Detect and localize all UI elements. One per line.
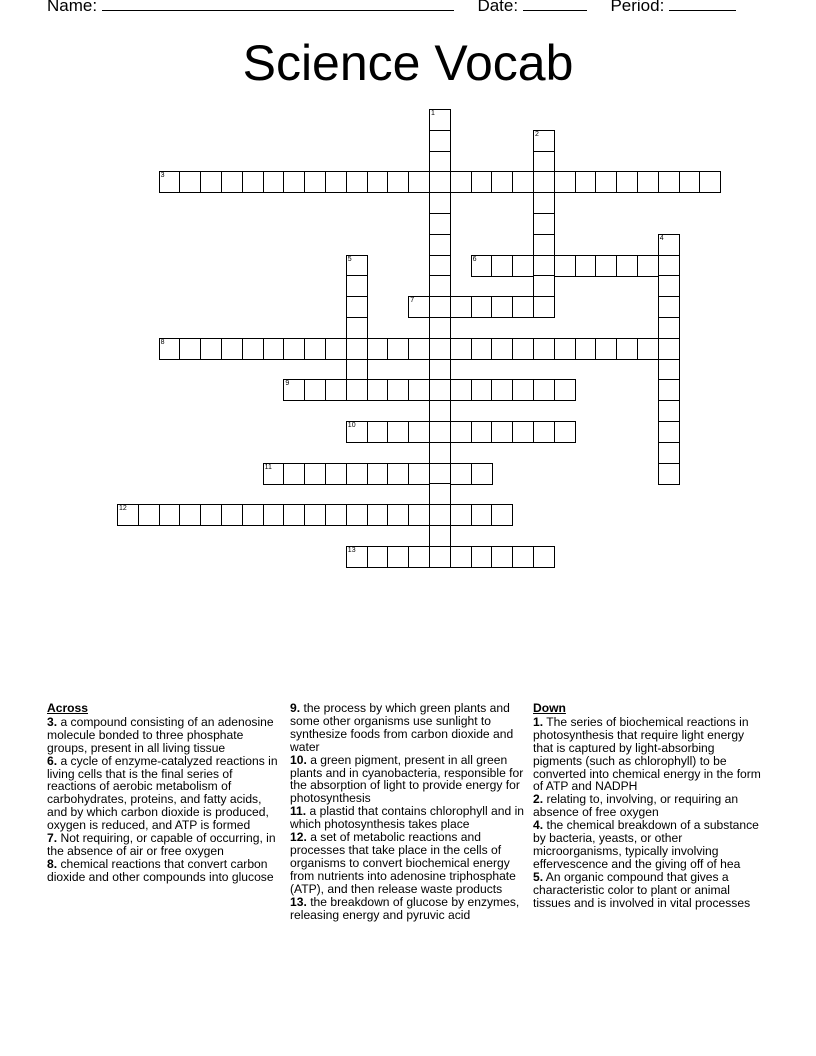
grid-cell[interactable] — [533, 255, 555, 277]
grid-cell[interactable] — [429, 421, 451, 443]
grid-cell[interactable] — [387, 421, 409, 443]
grid-cell[interactable] — [533, 171, 555, 193]
grid-cell[interactable] — [554, 255, 576, 277]
grid-cell[interactable] — [387, 338, 409, 360]
grid-cell[interactable] — [367, 171, 389, 193]
grid-cell[interactable] — [595, 338, 617, 360]
grid-cell[interactable] — [408, 296, 430, 318]
clue-number: 13 — [347, 546, 356, 554]
grid-cell[interactable] — [450, 338, 472, 360]
grid-cell[interactable] — [512, 421, 534, 443]
grid-cell[interactable] — [491, 255, 513, 277]
grid-cell[interactable] — [491, 338, 513, 360]
grid-cell[interactable] — [429, 234, 451, 256]
grid-cell[interactable] — [533, 130, 555, 152]
grid-cell[interactable] — [533, 213, 555, 235]
grid-cell[interactable] — [491, 379, 513, 401]
grid-cell[interactable] — [429, 192, 451, 214]
clue-across-11: 11. a plastid that contains chlorophyll and in which photosynthesis takes place — [290, 804, 524, 832]
grid-cell[interactable] — [658, 338, 680, 360]
grid-cell[interactable] — [471, 504, 493, 526]
grid-cell[interactable] — [429, 338, 451, 360]
grid-cell[interactable] — [471, 546, 493, 568]
clue-across-8: 8. chemical reactions that convert carbon dioxide and other compounds into glucose — [47, 856, 274, 884]
grid-cell[interactable] — [325, 338, 347, 360]
grid-cell[interactable] — [429, 359, 451, 381]
grid-cell[interactable] — [554, 171, 576, 193]
grid-cell[interactable] — [159, 504, 181, 526]
grid-cell[interactable] — [512, 546, 534, 568]
clue-across-9: 9. the process by which green plants and some other organisms use sunlight to synthesize foods from carbon dioxide and water — [290, 701, 514, 754]
grid-cell[interactable] — [325, 379, 347, 401]
clue-number: 10 — [347, 422, 356, 429]
grid-cell[interactable] — [658, 317, 680, 339]
grid-cell[interactable] — [658, 442, 680, 464]
grid-cell[interactable] — [263, 171, 285, 193]
grid-cell[interactable] — [346, 504, 368, 526]
grid-cell[interactable] — [658, 171, 680, 193]
grid-cell[interactable] — [637, 255, 659, 277]
grid-cell[interactable] — [429, 525, 451, 547]
grid-cell[interactable] — [512, 255, 534, 277]
grid-cell[interactable] — [408, 463, 430, 485]
grid-cell[interactable] — [471, 421, 493, 443]
grid-cell[interactable] — [221, 504, 243, 526]
grid-cell[interactable] — [429, 130, 451, 152]
grid-cell[interactable] — [159, 171, 181, 193]
grid-cell[interactable] — [159, 338, 181, 360]
grid-cell[interactable] — [346, 379, 368, 401]
grid-cell[interactable] — [346, 317, 368, 339]
clue-down-2: 2. relating to, involving, or requiring an absence of free oxygen — [533, 792, 739, 820]
grid-cell[interactable] — [408, 546, 430, 568]
grid-cell[interactable] — [658, 255, 680, 277]
grid-cell[interactable] — [491, 546, 513, 568]
grid-cell[interactable] — [491, 504, 513, 526]
grid-cell[interactable] — [367, 546, 389, 568]
grid-cell[interactable] — [346, 546, 368, 568]
grid-cell[interactable] — [263, 463, 285, 485]
grid-cell[interactable] — [346, 463, 368, 485]
across-heading: Across — [47, 701, 89, 715]
grid-cell[interactable] — [471, 338, 493, 360]
grid-cell[interactable] — [491, 421, 513, 443]
clue-number: 3 — [160, 172, 165, 180]
grid-cell[interactable] — [616, 338, 638, 360]
grid-cell[interactable] — [679, 171, 701, 193]
grid-cell[interactable] — [346, 296, 368, 318]
grid-cell[interactable] — [325, 463, 347, 485]
grid-cell[interactable] — [387, 463, 409, 485]
grid-cell[interactable] — [512, 379, 534, 401]
grid-cell[interactable] — [450, 504, 472, 526]
grid-cell[interactable] — [367, 379, 389, 401]
grid-cell[interactable] — [179, 171, 201, 193]
clue-across-12: 12. a set of metabolic reactions and processes that take place in the cells of organisms to convert biochemical energy from nutrients into adenosine triphosphate (ATP), and then release waste products — [290, 830, 516, 896]
grid-cell[interactable] — [658, 379, 680, 401]
clue-number: 12 — [119, 505, 127, 513]
grid-cell[interactable] — [554, 421, 576, 443]
grid-cell[interactable] — [242, 338, 264, 360]
date-label: Date: — [477, 0, 519, 15]
grid-cell[interactable] — [699, 171, 721, 193]
grid-cell[interactable] — [387, 546, 409, 568]
down-clues-column — [533, 702, 765, 910]
grid-cell[interactable] — [658, 421, 680, 443]
grid-cell[interactable] — [283, 171, 305, 193]
grid-cell[interactable] — [471, 171, 493, 193]
grid-cell[interactable] — [304, 463, 326, 485]
grid-cell[interactable] — [533, 234, 555, 256]
grid-cell[interactable] — [408, 338, 430, 360]
clue-number: 6 — [472, 255, 477, 263]
grid-cell[interactable] — [346, 275, 368, 297]
clue-across-6: 6. a cycle of enzyme-catalyzed reactions in living cells that is the final series of reactions of aerobic metabolism of carbohydrates, proteins, and fatty acids, and by which carbon dioxide is produced, oxygen is reduced, and ATP is formed — [47, 753, 278, 833]
grid-cell[interactable] — [533, 296, 555, 318]
grid-cell[interactable] — [408, 379, 430, 401]
grid-cell[interactable] — [283, 338, 305, 360]
grid-cell[interactable] — [450, 379, 472, 401]
grid-cell[interactable] — [658, 275, 680, 297]
grid-cell[interactable] — [283, 379, 305, 401]
clue-number: 11 — [264, 463, 272, 471]
grid-cell[interactable] — [637, 338, 659, 360]
grid-cell[interactable] — [304, 379, 326, 401]
grid-cell[interactable] — [471, 255, 493, 277]
grid-cell[interactable] — [512, 171, 534, 193]
grid-cell[interactable] — [533, 379, 555, 401]
down-heading: Down — [533, 701, 566, 715]
grid-cell[interactable] — [471, 379, 493, 401]
grid-cell[interactable] — [616, 255, 638, 277]
grid-cell[interactable] — [533, 275, 555, 297]
clue-down-1: 1. The series of biochemical reactions in photosynthesis that require light energy that is captured by light-absorbing pigments (such as chlorophyll) to be converted into chemical energy in the form of ATP and NADPH — [533, 714, 761, 794]
clue-down-4: 4. the chemical breakdown of a substance by bacteria, yeasts, or other microorganisms, typically involving effervescence and the giving off of hea — [533, 818, 759, 871]
grid-cell[interactable] — [200, 338, 222, 360]
grid-cell[interactable] — [304, 504, 326, 526]
grid-cell[interactable] — [346, 171, 368, 193]
grid-cell[interactable] — [429, 463, 451, 485]
grid-cell[interactable] — [450, 463, 472, 485]
grid-cell[interactable] — [263, 338, 285, 360]
name-blank[interactable] — [102, 0, 454, 11]
grid-cell[interactable] — [221, 171, 243, 193]
grid-cell[interactable] — [450, 171, 472, 193]
grid-cell[interactable] — [512, 338, 534, 360]
clue-number: 2 — [535, 130, 539, 138]
clue-number: 4 — [659, 234, 664, 242]
grid-cell[interactable] — [429, 483, 451, 505]
date-blank[interactable] — [523, 0, 587, 11]
page-title: Science Vocab — [242, 35, 574, 91]
grid-cell[interactable] — [595, 171, 617, 193]
grid-cell[interactable] — [117, 504, 139, 526]
grid-cell[interactable] — [387, 504, 409, 526]
grid-cell[interactable] — [450, 421, 472, 443]
grid-cell[interactable] — [429, 109, 451, 131]
grid-cell[interactable] — [429, 400, 451, 422]
grid-cell[interactable] — [450, 546, 472, 568]
grid-cell[interactable] — [325, 504, 347, 526]
across-clues-column-2 — [290, 702, 525, 921]
clue-across-3: 3. a compound consisting of an adenosine molecule bonded to three phosphate groups, present in all living tissue — [47, 714, 274, 755]
grid-cell[interactable] — [429, 442, 451, 464]
grid-cell[interactable] — [242, 504, 264, 526]
grid-cell[interactable] — [179, 504, 201, 526]
clue-number: 1 — [431, 110, 435, 117]
grid-cell[interactable] — [554, 379, 576, 401]
grid-cell[interactable] — [367, 338, 389, 360]
header-fields — [47, 0, 736, 16]
grid-cell[interactable] — [200, 171, 222, 193]
grid-cell[interactable] — [408, 504, 430, 526]
grid-cell[interactable] — [367, 463, 389, 485]
grid-cell[interactable] — [429, 379, 451, 401]
name-label: Name: — [47, 0, 98, 15]
grid-cell[interactable] — [429, 213, 451, 235]
grid-cell[interactable] — [575, 338, 597, 360]
grid-cell[interactable] — [429, 275, 451, 297]
grid-cell[interactable] — [512, 296, 534, 318]
grid-cell[interactable] — [575, 255, 597, 277]
grid-cell[interactable] — [283, 463, 305, 485]
clue-number: 8 — [160, 338, 165, 346]
grid-cell[interactable] — [429, 296, 451, 318]
clue-across-13: 13. the breakdown of glucose by enzymes, releasing energy and pyruvic acid — [290, 894, 520, 922]
grid-cell[interactable] — [283, 504, 305, 526]
grid-cell[interactable] — [242, 171, 264, 193]
grid-cell[interactable] — [408, 171, 430, 193]
period-label: Period: — [610, 0, 665, 15]
grid-cell[interactable] — [179, 338, 201, 360]
grid-cell[interactable] — [387, 379, 409, 401]
grid-cell[interactable] — [429, 151, 451, 173]
grid-cell[interactable] — [325, 171, 347, 193]
grid-cell[interactable] — [346, 421, 368, 443]
grid-cell[interactable] — [450, 296, 472, 318]
period-blank[interactable] — [669, 0, 736, 11]
grid-cell[interactable] — [658, 296, 680, 318]
grid-cell[interactable] — [595, 255, 617, 277]
grid-cell[interactable] — [471, 296, 493, 318]
grid-cell[interactable] — [491, 171, 513, 193]
grid-cell[interactable] — [429, 504, 451, 526]
grid-cell[interactable] — [491, 296, 513, 318]
grid-cell[interactable] — [554, 338, 576, 360]
grid-cell[interactable] — [346, 255, 368, 277]
grid-cell[interactable] — [575, 171, 597, 193]
clue-number: 7 — [410, 297, 415, 305]
grid-cell[interactable] — [263, 504, 285, 526]
clue-number: 5 — [347, 255, 352, 263]
grid-cell[interactable] — [367, 421, 389, 443]
grid-cell[interactable] — [387, 171, 409, 193]
grid-cell[interactable] — [616, 171, 638, 193]
grid-cell[interactable] — [658, 463, 680, 485]
grid-cell[interactable] — [429, 255, 451, 277]
across-clues-column-1 — [47, 702, 282, 884]
grid-cell[interactable] — [346, 338, 368, 360]
grid-cell[interactable] — [533, 338, 555, 360]
grid-cell[interactable] — [138, 504, 160, 526]
grid-cell[interactable] — [429, 171, 451, 193]
grid-cell[interactable] — [200, 504, 222, 526]
grid-cell[interactable] — [367, 504, 389, 526]
grid-cell[interactable] — [533, 421, 555, 443]
grid-cell[interactable] — [471, 463, 493, 485]
clue-down-5: 5. An organic compound that gives a characteristic color to plant or animal tissues and is involved in vital processes — [533, 869, 751, 910]
grid-cell[interactable] — [658, 400, 680, 422]
grid-cell[interactable] — [533, 546, 555, 568]
clue-number: 9 — [285, 380, 290, 388]
grid-cell[interactable] — [221, 338, 243, 360]
grid-cell[interactable] — [304, 171, 326, 193]
grid-cell[interactable] — [533, 151, 555, 173]
grid-cell[interactable] — [304, 338, 326, 360]
grid-cell[interactable] — [658, 234, 680, 256]
grid-cell[interactable] — [429, 317, 451, 339]
grid-cell[interactable] — [429, 546, 451, 568]
grid-cell[interactable] — [408, 421, 430, 443]
clue-across-7: 7. Not requiring, or capable of occurring, in the absence of air or free oxygen — [47, 831, 276, 858]
grid-cell[interactable] — [346, 359, 368, 381]
grid-cell[interactable] — [658, 359, 680, 381]
grid-cell[interactable] — [533, 192, 555, 214]
grid-cell[interactable] — [637, 171, 659, 193]
clue-across-10: 10. a green pigment, present in all green plants and in cyanobacteria, responsible for the absorption of light to provide energy for photosynthesis — [290, 752, 524, 806]
